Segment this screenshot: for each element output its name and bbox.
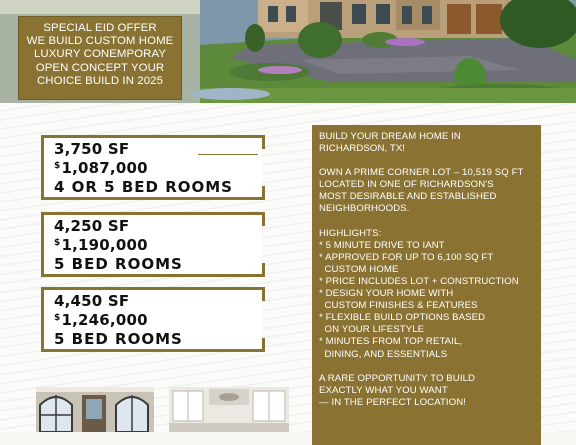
card-price-value: 1,246,000 bbox=[61, 311, 148, 329]
info-panel bbox=[312, 125, 541, 445]
price-card bbox=[41, 287, 262, 352]
offer-line: CHOICE BUILD IN 2025 bbox=[36, 74, 164, 87]
offer-line: WE BUILD CUSTOM HOME bbox=[26, 35, 174, 48]
info-lot-description: OWN A PRIME CORNER LOT – 10,519 SQ FT LOCATED IN ONE OF RICHARDSON'S MOST DESIRABLE AND ESTABLISHED NEIGHBORHOODS. bbox=[319, 167, 524, 215]
highlight-item: * APPROVED FOR UP TO 6,100 SQ FT CUSTOM HOME bbox=[319, 251, 494, 275]
card-price-value: 1,190,000 bbox=[61, 236, 148, 254]
info-headline: BUILD YOUR DREAM HOME IN RICHARDSON, TX! bbox=[319, 131, 461, 155]
highlights-title: HIGHLIGHTS: bbox=[319, 227, 382, 239]
highlight-item: * PRICE INCLUDES LOT + CONSTRUCTION bbox=[319, 275, 519, 287]
currency-symbol: $ bbox=[54, 238, 61, 248]
closing-text: A RARE OPPORTUNITY TO BUILD EXACTLY WHAT YOU WANT — IN THE PERFECT LOCATION! bbox=[319, 372, 476, 408]
highlight-item: * DESIGN YOUR HOME WITH CUSTOM FINISHES & FEATURES bbox=[319, 288, 478, 312]
price-card bbox=[41, 135, 262, 200]
offer-line: OPEN CONCEPT YOUR bbox=[35, 61, 165, 74]
card-beds: 5 BED ROOMS bbox=[54, 330, 183, 348]
offer-line: LUXURY CONEMPORAY bbox=[33, 48, 167, 61]
special-offer-box bbox=[18, 16, 182, 100]
price-card bbox=[41, 212, 262, 277]
card-price bbox=[54, 159, 148, 177]
currency-symbol: $ bbox=[54, 161, 61, 171]
card-price-value: 1,087,000 bbox=[61, 159, 148, 177]
divider bbox=[198, 154, 258, 155]
offer-line: SPECIAL EID OFFER bbox=[43, 22, 157, 34]
highlight-item: * 5 MINUTE DRIVE TO IANT bbox=[319, 239, 445, 251]
highlight-item: * FLEXIBLE BUILD OPTIONS BASED ON YOUR LIFESTYLE bbox=[319, 312, 486, 336]
card-size: 4,250 SF bbox=[54, 217, 130, 235]
highlight-item: * MINUTES FROM TOP RETAIL, DINING, AND ESSENTIALS bbox=[319, 336, 463, 360]
currency-symbol: $ bbox=[54, 313, 61, 323]
card-size: 4,450 SF bbox=[54, 292, 130, 310]
card-price bbox=[54, 236, 148, 254]
card-size: 3,750 SF bbox=[54, 140, 130, 158]
card-beds: 4 OR 5 BED ROOMS bbox=[54, 178, 233, 196]
interior-kitchen-photo bbox=[169, 387, 289, 432]
card-beds: 5 BED ROOMS bbox=[54, 255, 183, 273]
interior-living-photo bbox=[36, 387, 154, 432]
card-price bbox=[54, 311, 148, 329]
hero-house-photo bbox=[0, 0, 576, 103]
